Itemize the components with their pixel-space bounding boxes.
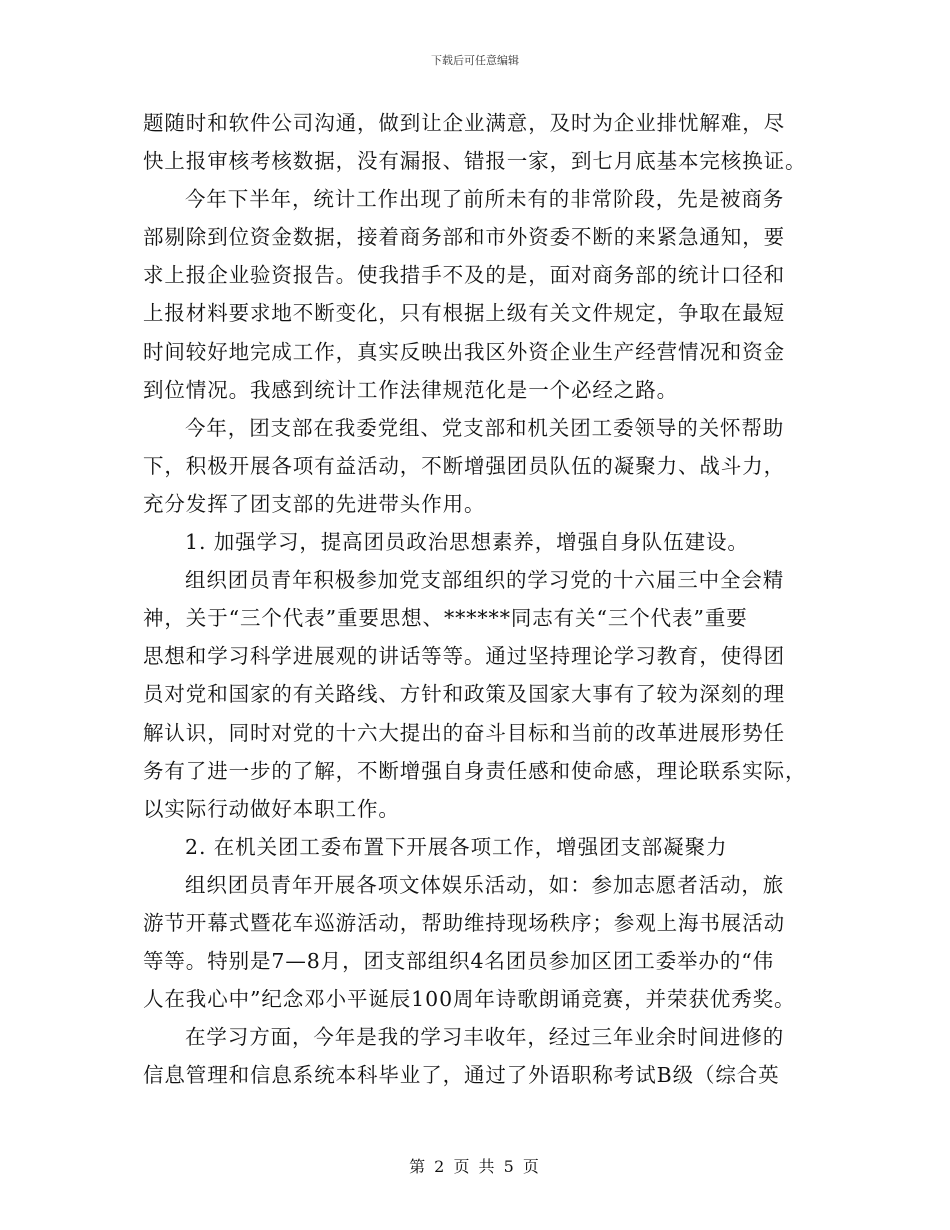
text-line: 组织团员青年积极参加党支部组织的学习党的十六届三中全会精	[185, 568, 785, 593]
text-line: 上报材料要求地不断变化，只有根据上级有关文件规定，争取在最短	[143, 301, 785, 326]
text-line: 游节开幕式暨花车巡游活动，帮助维持现场秩序；参观上海书展活动	[143, 910, 785, 935]
text-line: 充分发挥了团支部的先进带头作用。	[143, 491, 486, 516]
text-line: 下，积极开展各项有益活动，不断增强团员队伍的凝聚力、战斗力，	[143, 453, 785, 478]
text-line: 部剔除到位资金数据，接着商务部和市外资委不断的来紧急通知，要	[143, 225, 785, 250]
text-line: 时间较好地完成工作，真实反映出我区外资企业生产经营情况和资金	[143, 339, 785, 364]
text-line: 今年，团支部在我委党组、党支部和机关团工委领导的关怀帮助	[185, 415, 785, 440]
page-number: 第 2 页 共 5 页	[409, 1157, 541, 1176]
text-line: 求上报企业验资报告。使我措手不及的是，面对商务部的统计口径和	[143, 263, 785, 288]
text-line: 等等。特别是7—8月，团支部组织4名团员参加区团工委举办的“伟	[143, 949, 775, 974]
text-line: 在学习方面，今年是我的学习丰收年，经过三年业余时间进修的	[185, 1025, 785, 1050]
section-heading-1: 1. 加强学习，提高团员政治思想素养，增强自身队伍建设。	[185, 530, 749, 555]
text-line: 解认识，同时对党的十六大提出的奋斗目标和当前的改革进展形势任	[143, 720, 785, 745]
text-line: 人在我心中”纪念邓小平诞辰100周年诗歌朗诵竞赛，并荣获优秀奖。	[143, 987, 796, 1012]
text-line: 神，关于“三个代表”重要思想、******同志有关“三个代表”重要	[143, 606, 748, 631]
text-line: 务有了进一步的了解，不断增强自身责任感和使命感，理论联系实际，	[143, 758, 807, 783]
document-body	[143, 104, 807, 1094]
text-line: 题随时和软件公司沟通，做到让企业满意，及时为企业排忧解难，尽	[143, 111, 785, 135]
page-header-note: 下载后可任意编辑	[431, 54, 519, 67]
text-line: 以实际行动做好本职工作。	[143, 796, 400, 821]
text-line: 信息管理和信息系统本科毕业了，通过了外语职称考试B级（综合英	[143, 1063, 780, 1088]
text-line: 快上报审核考核数据，没有漏报、错报一家，到七月底基本完核换证。	[143, 149, 807, 174]
text-line: 到位情况。我感到统计工作法律规范化是一个必经之路。	[143, 377, 678, 402]
text-line: 员对党和国家的有关路线、方针和政策及国家大事有了较为深刻的理	[143, 682, 785, 707]
text-line: 今年下半年，统计工作出现了前所未有的非常阶段，先是被商务	[185, 187, 785, 212]
text-line: 思想和学习科学进展观的讲话等等。通过坚持理论学习教育，使得团	[143, 644, 785, 669]
section-heading-2: 2. 在机关团工委布置下开展各项工作，增强团支部凝聚力	[185, 834, 728, 859]
text-line: 组织团员青年开展各项文体娱乐活动，如：参加志愿者活动，旅	[185, 872, 785, 897]
